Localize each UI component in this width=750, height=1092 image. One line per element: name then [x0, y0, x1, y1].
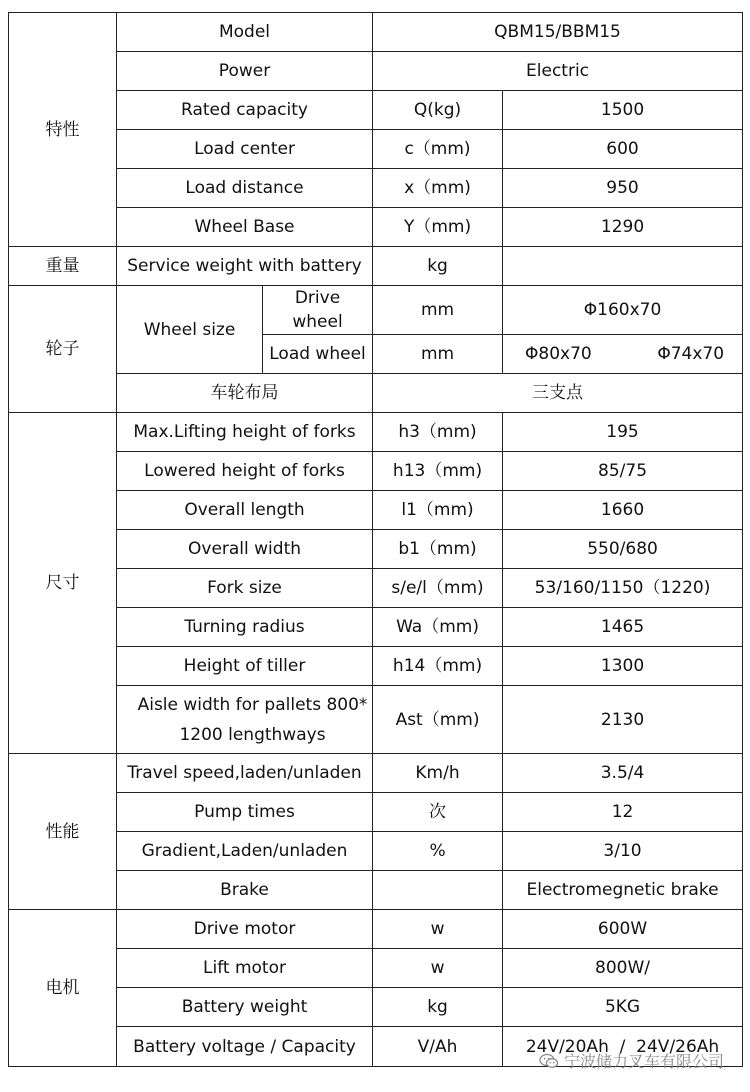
category-wheels: 轮子	[9, 286, 117, 413]
row-value	[503, 335, 743, 374]
table-row	[9, 374, 743, 413]
row-value: 950	[503, 169, 743, 208]
table-row	[9, 949, 743, 988]
table-row	[9, 832, 743, 871]
row-unit: s/e/l（mm)	[373, 569, 503, 608]
table-row	[9, 286, 743, 335]
row-label: Fork size	[117, 569, 373, 608]
category-motor: 电机	[9, 910, 117, 1067]
row-label: Max.Lifting height of forks	[117, 413, 373, 452]
load-wheel-value-a: Φ80x70	[525, 344, 592, 364]
row-label: Travel speed,laden/unladen	[117, 754, 373, 793]
category-performance: 性能	[9, 754, 117, 910]
row-value: 600W	[503, 910, 743, 949]
row-label: Brake	[117, 871, 373, 910]
row-unit: h14（mm)	[373, 647, 503, 686]
row-unit: 次	[373, 793, 503, 832]
row-value: 三支点	[373, 374, 743, 413]
row-unit: %	[373, 832, 503, 871]
table-row	[9, 491, 743, 530]
row-label: 车轮布局	[117, 374, 373, 413]
row-label: Rated capacity	[117, 91, 373, 130]
row-unit	[373, 871, 503, 910]
row-value: 1290	[503, 208, 743, 247]
table-row	[9, 910, 743, 949]
row-unit: l1（mm)	[373, 491, 503, 530]
row-label: Load center	[117, 130, 373, 169]
row-unit: Ast（mm)	[373, 686, 503, 754]
row-label: Wheel size	[117, 286, 263, 374]
row-unit: kg	[373, 247, 503, 286]
category-weight: 重量	[9, 247, 117, 286]
row-value: 1300	[503, 647, 743, 686]
table-row	[9, 13, 743, 52]
row-value: Electric	[373, 52, 743, 91]
aisle-label-line2: 1200 lengthways	[179, 724, 326, 745]
row-label: Model	[117, 13, 373, 52]
aisle-label-line1: Aisle width for pallets 800*	[137, 694, 368, 715]
row-unit: Km/h	[373, 754, 503, 793]
row-unit: h3（mm)	[373, 413, 503, 452]
row-value: 24V/20Ah / 24V/26Ah	[503, 1027, 743, 1067]
row-label: Turning radius	[117, 608, 373, 647]
row-label: Power	[117, 52, 373, 91]
category-features: 特性	[9, 13, 117, 247]
row-value: 195	[503, 413, 743, 452]
table-row	[9, 608, 743, 647]
row-label: Battery weight	[117, 988, 373, 1027]
row-label: Lift motor	[117, 949, 373, 988]
row-value: 1500	[503, 91, 743, 130]
row-value: Electromegnetic brake	[503, 871, 743, 910]
row-value: 85/75	[503, 452, 743, 491]
row-unit: mm	[373, 335, 503, 374]
row-value: 3.5/4	[503, 754, 743, 793]
row-unit: x（mm)	[373, 169, 503, 208]
row-value: Φ160x70	[503, 286, 743, 335]
table-row	[9, 647, 743, 686]
table-row	[9, 793, 743, 832]
row-label: Wheel Base	[117, 208, 373, 247]
table-row	[9, 130, 743, 169]
row-value: 550/680	[503, 530, 743, 569]
row-unit: kg	[373, 988, 503, 1027]
row-value: 600	[503, 130, 743, 169]
table-row	[9, 247, 743, 286]
row-label: Load distance	[117, 169, 373, 208]
row-unit: w	[373, 910, 503, 949]
table-row	[9, 169, 743, 208]
row-unit: mm	[373, 286, 503, 335]
row-unit: w	[373, 949, 503, 988]
row-label: Service weight with battery	[117, 247, 373, 286]
row-value	[503, 247, 743, 286]
row-label	[117, 686, 373, 754]
spec-table	[8, 12, 743, 1067]
table-row	[9, 52, 743, 91]
load-wheel-value-b: Φ74x70	[657, 344, 725, 364]
row-label: Battery voltage / Capacity	[117, 1027, 373, 1067]
table-row	[9, 686, 743, 754]
table-row	[9, 754, 743, 793]
table-row	[9, 452, 743, 491]
row-label: Gradient,Laden/unladen	[117, 832, 373, 871]
row-unit: Y（mm)	[373, 208, 503, 247]
row-unit: c（mm)	[373, 130, 503, 169]
wechat-icon	[539, 1053, 559, 1069]
row-label: Height of tiller	[117, 647, 373, 686]
row-value: 2130	[503, 686, 743, 754]
row-unit: V/Ah	[373, 1027, 503, 1067]
row-value: 5KG	[503, 988, 743, 1027]
row-sublabel: Load wheel	[263, 335, 373, 374]
table-row	[9, 988, 743, 1027]
table-row	[9, 413, 743, 452]
row-sublabel: Drive wheel	[263, 286, 373, 335]
row-value: 12	[503, 793, 743, 832]
row-unit: Wa（mm)	[373, 608, 503, 647]
table-row	[9, 208, 743, 247]
row-value: 3/10	[503, 832, 743, 871]
row-unit: b1（mm)	[373, 530, 503, 569]
row-value: 800W/	[503, 949, 743, 988]
row-label: Pump times	[117, 793, 373, 832]
row-value: 53/160/1150（1220)	[503, 569, 743, 608]
row-value: 1660	[503, 491, 743, 530]
category-dimensions: 尺寸	[9, 413, 117, 754]
row-label: Overall width	[117, 530, 373, 569]
row-unit: Q(kg)	[373, 91, 503, 130]
row-value: 1465	[503, 608, 743, 647]
row-value: QBM15/BBM15	[373, 13, 743, 52]
row-label: Drive motor	[117, 910, 373, 949]
table-row	[9, 569, 743, 608]
table-row	[9, 871, 743, 910]
watermark	[539, 1049, 724, 1072]
watermark-text: 宁波储力叉车有限公司	[563, 1052, 724, 1071]
table-row	[9, 91, 743, 130]
row-label: Overall length	[117, 491, 373, 530]
row-label: Lowered height of forks	[117, 452, 373, 491]
table-row	[9, 530, 743, 569]
row-unit: h13（mm)	[373, 452, 503, 491]
